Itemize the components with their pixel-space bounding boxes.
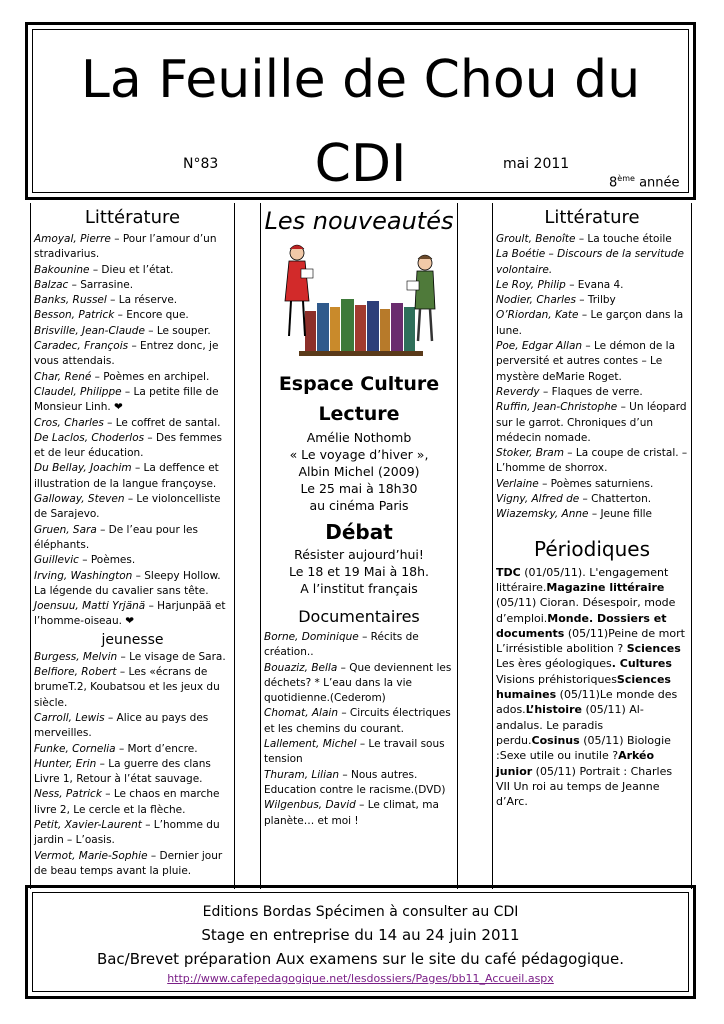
issue-date: mai 2011: [503, 156, 570, 172]
periodicals-heading: Périodiques: [533, 536, 650, 561]
entry-title: – La deffence et illustration de la langue françoyse.: [34, 462, 219, 490]
entry-author: Reverdy: [496, 385, 540, 398]
event-line: Amélie Nothomb: [306, 430, 412, 445]
periodical-name: Cosinus: [531, 733, 580, 747]
youth-book-list: [31, 650, 234, 879]
debate-event: [261, 546, 457, 597]
periodical-name: L’histoire: [525, 703, 582, 717]
entry-title: – Récits de création..: [264, 631, 419, 659]
documentary-entry: [264, 706, 454, 737]
event-line: « Le voyage d’hiver »,: [289, 447, 429, 462]
periodical-name: Monde. Dossiers et documents: [496, 611, 667, 640]
entry-author: Irving, Washington: [34, 569, 133, 582]
espace-culture-line2: Lecture: [318, 403, 400, 425]
entry-author: Nodier, Charles: [496, 294, 576, 307]
espace-culture-line1: Espace Culture: [278, 373, 440, 395]
event-line: Le 18 et 19 Mai à 18h.: [288, 564, 430, 579]
entry-title: – Dernier jour de beau temps avant la pluie.: [34, 849, 223, 877]
entry-title: – Mort d’encre.: [115, 742, 198, 755]
youth-book-entry: [34, 818, 231, 849]
entry-author: La Boétie: [496, 248, 546, 261]
entry-title: – Flaques de verre.: [539, 385, 643, 398]
book-entry: [34, 416, 231, 431]
book-entry: [496, 477, 688, 492]
footer-box: [25, 885, 696, 999]
masthead: [25, 22, 696, 200]
book-entry: [34, 553, 231, 568]
entry-title: – Le garçon dans la lune.: [496, 309, 684, 337]
book-entry: [34, 569, 231, 600]
book-entry: [34, 324, 231, 339]
periodical-text: (05/11)Peine de mort L’irrésistible abolition ?: [496, 626, 685, 656]
entry-author: Guillevic: [34, 554, 79, 567]
book-entry: [34, 385, 231, 416]
debate-heading: Débat: [325, 520, 393, 544]
entry-author: Bakounine: [34, 263, 90, 276]
entry-title: – La guerre des clans Livre 1, Retour à l’état sauvage.: [34, 757, 211, 786]
entry-author: Banks, Russel: [34, 294, 107, 307]
entry-title: – L’homme du jardin – L’oasis.: [34, 818, 220, 847]
entry-author: Ruffin, Jean-Christophe: [496, 401, 618, 414]
entry-title: – Encore que.: [114, 309, 189, 322]
left-heading: Littérature: [84, 207, 181, 228]
documentary-entry: [264, 768, 454, 799]
entry-title: – Sarrasine.: [68, 278, 134, 291]
entry-author: Borne, Dominique: [264, 631, 359, 643]
entry-author: Le Roy, Philip: [496, 278, 566, 291]
entry-title: – La réserve.: [106, 294, 178, 307]
entry-author: Groult, Benoîte: [496, 233, 576, 245]
entry-author: Wiazemsky, Anne: [496, 508, 589, 521]
entry-title: – Le climat, ma planète… et moi !: [264, 799, 439, 827]
youth-book-entry: [34, 787, 231, 818]
entry-title: – Alice au pays des merveilles.: [34, 711, 209, 740]
entry-author: Petit, Xavier-Laurent: [34, 818, 142, 831]
book-entry: [496, 492, 688, 507]
masthead-inner-border: [32, 29, 689, 193]
book-entry: [496, 446, 688, 477]
book-entry: [496, 278, 688, 293]
entry-author: Ness, Patrick: [34, 788, 102, 801]
entry-author: Wilgenbus, David: [264, 799, 356, 812]
documentary-entry: [264, 737, 454, 768]
periodical-name: Sciences humaines: [496, 672, 671, 702]
periodical-text: (01/05/11). L'engagement littéraire.: [496, 565, 669, 594]
book-entry: [34, 232, 231, 263]
book-entry: [496, 293, 688, 308]
periodical-name: TDC: [496, 565, 521, 579]
youth-book-entry: [34, 742, 231, 757]
footer-line-specimen: Editions Bordas Spécimen à consulter au CDI: [202, 904, 519, 920]
entry-title: – Nous autres. Education contre le racisme.(DVD): [264, 768, 446, 796]
youth-book-entry: [34, 757, 231, 788]
entry-author: Claudel, Philippe: [34, 385, 122, 398]
entry-author: Belfiore, Robert: [34, 666, 117, 679]
middle-column: [260, 203, 458, 889]
entry-title: – Le violoncelliste de Sarajevo.: [34, 493, 221, 521]
entry-title: – Jeune fille: [588, 508, 653, 521]
entry-title: – Dieu et l’état.: [89, 263, 174, 276]
entry-author: Amoyal, Pierre: [34, 233, 111, 245]
book-entry: [496, 339, 688, 385]
periodical-name: Sciences: [626, 642, 681, 656]
entry-author: Verlaine: [496, 477, 539, 490]
book-entry: [496, 232, 688, 247]
newsletter-title-line1: La Feuille de Chou du: [80, 50, 641, 110]
entry-author: Stoker, Bram: [496, 447, 564, 460]
book-entry: [34, 278, 231, 293]
footer-inner-border: [32, 892, 689, 992]
entry-title: – Discours de la servitude volontaire.: [496, 248, 685, 276]
documentary-entry: [264, 798, 454, 829]
youth-book-entry: [34, 665, 231, 711]
entry-author: Gruen, Sara: [34, 523, 97, 536]
entry-author: Galloway, Steven: [34, 493, 125, 506]
entry-author: Caradec, François: [34, 340, 129, 353]
entry-title: – La coupe de cristal. – L’homme de shorrox.: [496, 447, 688, 475]
documentary-entry: [264, 630, 454, 661]
entry-title: – Le démon de la perversité et autres contes – Le mystère deMarie Roget.: [496, 340, 676, 383]
entry-title: – Circuits électriques et les chemins du courant.: [264, 707, 451, 735]
event-line: A l’institut français: [300, 581, 418, 596]
entry-author: Du Bellay, Joachim: [34, 462, 132, 475]
periodical-text: Visions préhistoriques: [496, 672, 617, 686]
entry-author: Burgess, Melvin: [34, 650, 118, 663]
entry-title: – Le chaos en marche livre 2, Le cercle et la flèche.: [34, 788, 220, 816]
documentaries-heading: Documentaires: [298, 607, 420, 626]
event-line: au cinéma Paris: [309, 498, 409, 513]
entry-title: – Un léopard sur le garrot. Chroniques d’un médecin nomade.: [496, 401, 687, 444]
periodical-name: Arkéo junior: [496, 749, 655, 778]
new-arrivals-heading: Les nouveautés: [264, 207, 454, 235]
entry-title: – Le souper.: [144, 324, 211, 337]
entry-title: – Evana 4.: [565, 278, 624, 291]
youth-book-entry: [34, 650, 231, 665]
year-number: 8: [609, 175, 618, 191]
event-line: Albin Michel (2009): [298, 464, 420, 479]
entry-title: – Pour l’amour d’un stradivarius.: [34, 233, 217, 261]
entry-author: Chomat, Alain: [264, 707, 338, 720]
entry-author: Carroll, Lewis: [34, 711, 105, 724]
book-entry: [34, 293, 231, 308]
periodical-text: (05/11) Al-andalus. Le paradis perdu.: [496, 703, 644, 747]
entry-title: – Trilby: [575, 294, 616, 307]
book-entry: [496, 400, 688, 446]
entry-author: Lallement, Michel: [264, 738, 357, 751]
footer-line-exam-prep: Bac/Brevet préparation Aux examens sur le site du café pédagogique.: [96, 950, 625, 968]
entry-author: Vigny, Alfred de: [496, 493, 580, 506]
entry-title: – Le travail sous tension: [264, 738, 445, 766]
entry-title: – Sleepy Hollow. La légende du cavalier sans tête.: [34, 569, 221, 597]
entry-title: – Poèmes en archipel.: [91, 370, 210, 383]
entry-author: Joensuu, Matti Yrjänä: [34, 600, 146, 613]
book-entry: [34, 492, 231, 523]
reading-people-books-illustration: [275, 241, 443, 361]
footer-line-internship: Stage en entreprise du 14 au 24 juin 2011: [201, 926, 520, 944]
periodicals-list: [493, 565, 691, 810]
book-entry: [34, 308, 231, 323]
entry-author: O’Riordan, Kate: [496, 309, 579, 322]
entry-title: – Que deviennent les déchets? * L’eau dans la vie quotidienne.(Cederom): [264, 661, 452, 705]
year-word: année: [639, 175, 680, 191]
event-line: Le 25 mai à 18h30: [300, 481, 418, 496]
entry-title: – Les «écrans de brumeT.2, Koubatsou et les jeux du siècle.: [34, 666, 220, 709]
entry-title: – La touche étoile: [575, 233, 672, 245]
book-entry: [34, 461, 231, 492]
newsletter-title-line2: CDI: [314, 134, 407, 194]
entry-title: – Le visage de Sara.: [117, 650, 226, 663]
entry-title: – Poèmes.: [78, 554, 136, 567]
book-entry: [34, 370, 231, 385]
book-entry: [34, 523, 231, 554]
entry-title: – Des femmes et de leur éducation.: [34, 431, 222, 460]
entry-author: Hunter, Erin: [34, 757, 97, 770]
entry-title: – De l’eau pour les éléphants.: [34, 523, 198, 551]
entry-author: Thuram, Lilian: [264, 768, 340, 781]
entry-author: De Laclos, Choderlos: [34, 431, 145, 444]
youth-book-entry: [34, 711, 231, 742]
entry-title: – La petite fille de Monsieur Linh. ❤: [34, 385, 219, 414]
periodical-text: (05/11) Portrait : Charles VII Un roi au temps de Jeanne d’Arc.: [496, 764, 673, 809]
entry-author: Besson, Patrick: [34, 309, 115, 322]
book-entry: [496, 308, 688, 339]
footer-link[interactable]: http://www.cafepedagogique.net/lesdossiers/Pages/bb11_Accueil.aspx: [167, 972, 554, 985]
entry-author: Bouaziz, Bella: [264, 661, 338, 674]
book-entry: [34, 339, 231, 370]
left-column: [30, 203, 235, 889]
entry-author: Brisville, Jean-Claude: [34, 324, 145, 337]
entry-title: – Entrez donc, je vous attendais.: [34, 340, 219, 368]
periodical-text: (05/11)Le monde des ados.: [496, 688, 678, 717]
youth-heading: jeunesse: [101, 631, 164, 648]
issue-year: [609, 174, 680, 190]
entry-author: Funke, Cornelia: [34, 742, 116, 755]
book-entry: [496, 247, 688, 278]
entry-title: – Le coffret de santal.: [103, 416, 221, 429]
book-entry: [34, 599, 231, 630]
year-superscript: ème: [617, 174, 635, 183]
event-line: Résister aujourd’hui!: [294, 547, 424, 562]
entry-author: Cros, Charles: [34, 416, 104, 429]
youth-book-entry: [34, 849, 231, 880]
right-book-list: [493, 232, 691, 523]
entry-title: – Poèmes saturniens.: [538, 477, 654, 490]
left-book-list: [31, 232, 234, 630]
documentaries-list: [261, 630, 457, 829]
entry-title: – Harjunpää et l’homme-oiseau. ❤: [34, 600, 226, 628]
book-entry: [496, 507, 688, 522]
entry-author: Poe, Edgar Allan: [496, 340, 583, 353]
periodical-text: Les ères géologiques: [496, 657, 612, 671]
right-heading: Littérature: [544, 207, 640, 228]
book-entry: [34, 431, 231, 462]
right-column: [492, 203, 692, 889]
documentary-entry: [264, 661, 454, 707]
periodical-name: . Cultures: [611, 657, 672, 671]
entry-author: Vermot, Marie-Sophie: [34, 849, 148, 862]
periodical-text: (05/11) Cioran. Désespoir, mode d’emploi.: [496, 596, 676, 625]
book-entry: [34, 263, 231, 278]
periodical-text: (05/11) Biologie :Sexe utile ou inutile ?: [496, 733, 671, 763]
book-entry: [496, 385, 688, 400]
entry-author: Balzac: [34, 278, 69, 291]
entry-title: – Chatterton.: [579, 493, 652, 506]
reading-event: [261, 429, 457, 514]
periodical-name: Magazine littéraire: [546, 580, 665, 594]
issue-number: N°83: [183, 156, 219, 172]
espace-culture-heading: [261, 369, 457, 429]
entry-author: Char, René: [34, 370, 92, 383]
